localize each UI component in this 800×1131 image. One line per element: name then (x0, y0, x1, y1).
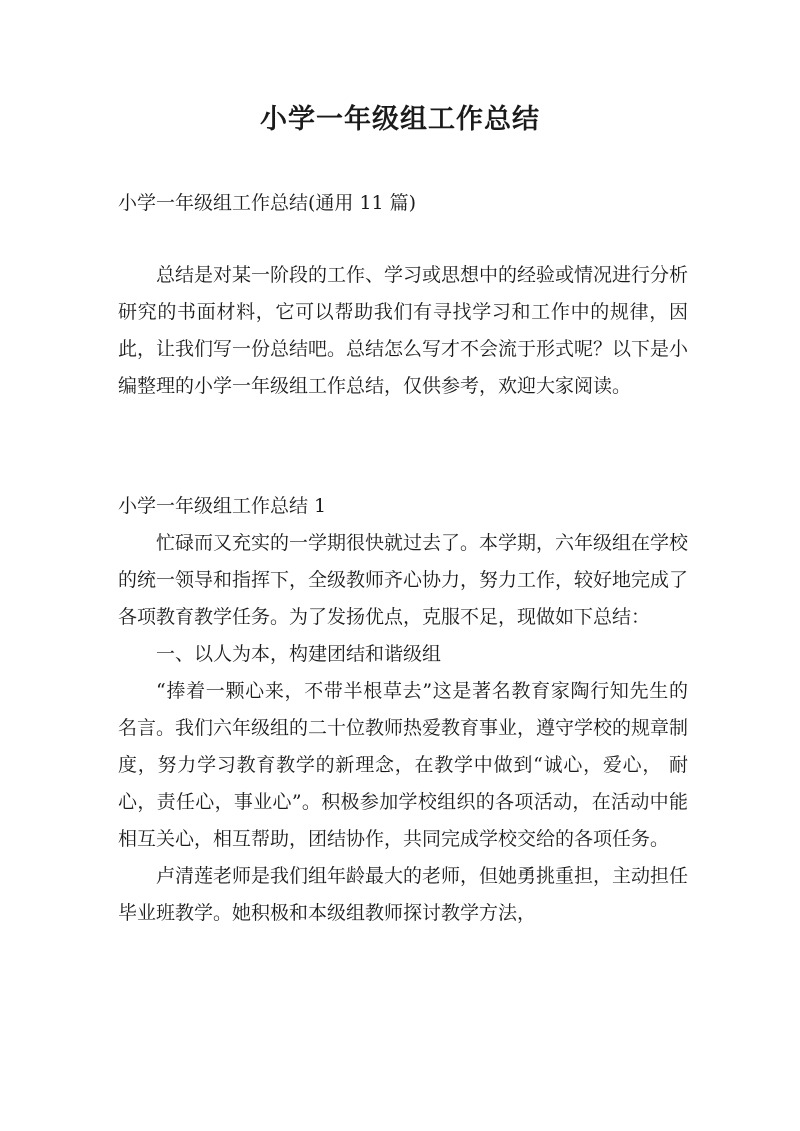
section-1 (118, 488, 688, 932)
intro-block (118, 257, 688, 405)
section-1-heading: 小学一年级组工作总结 1 (118, 495, 327, 517)
intro-paragraph: 总结是对某一阶段的工作、学习或思想中的经验或情况进行分析研究的书面材料，它可以帮助我们有寻找学习和工作中的规律，因此，让我们写一份总结吧。总结怎么写才不会流于形式呢？以下是小编整理的小学一年级组工作总结，仅供参考，欢迎大家阅读。 (118, 264, 689, 397)
section-1-subheading-1: 一、以人为本，构建团结和谐级组 (156, 643, 442, 665)
document-title: 小学一年级组工作总结 (260, 104, 540, 135)
section-1-paragraph-1: 忙碌而又充实的一学期很快就过去了。本学期，六年级组在学校的统一领导和指挥下，全级教师齐心协力，努力工作，较好地完成了各项教育教学任务。为了发扬优点，克服不足，现做如下总结： (118, 532, 689, 628)
section-1-paragraph-2: “捧着一颗心来，不带半根草去”这是著名教育家陶行知先生的名言。我们六年级组的二十位教师热爱教育事业，遵守学校的规章制度，努力学习教育教学的新理念，在教学中做到“诚心，爱心， 耐心，责任心，事业心”。积极参加学校组织的各项活动，在活动中能相互关心，相互帮助，团结协作，共同完成学校交给的各项任务。 (118, 680, 689, 850)
section-1-paragraph-3: 卢清莲老师是我们组年龄最大的老师，但她勇挑重担，主动担任毕业班教学。她积极和本级组教师探讨教学方法， (118, 865, 689, 924)
document-subtitle: 小学一年级组工作总结(通用 11 篇) (118, 192, 417, 214)
